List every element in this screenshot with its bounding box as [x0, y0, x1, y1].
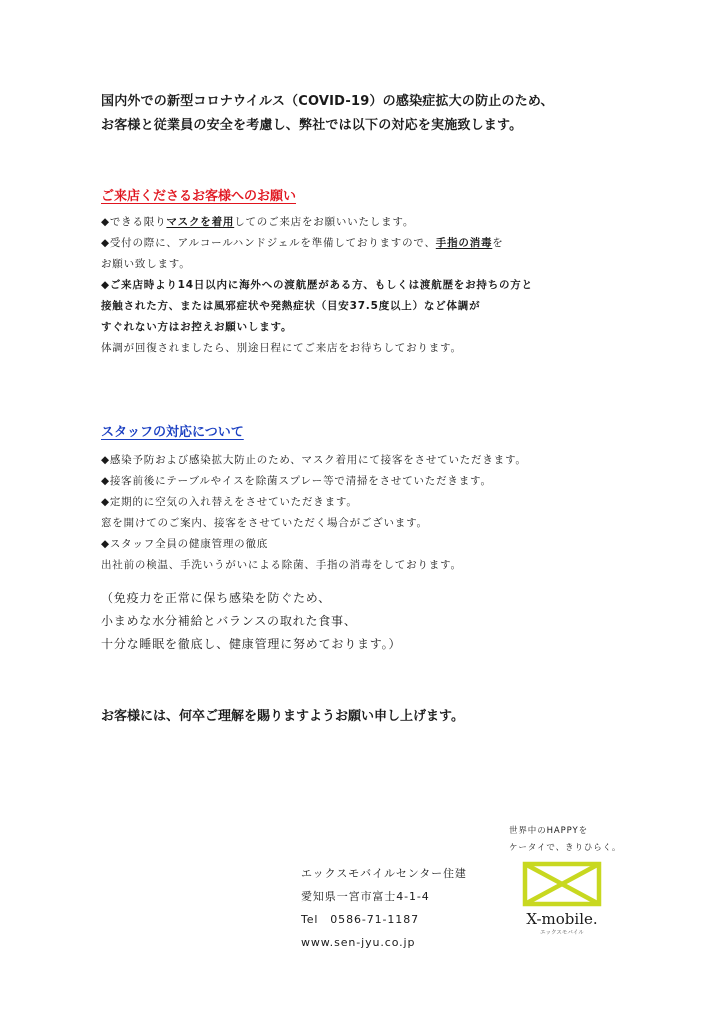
item1-suffix: してのご来店をお願いいたします。	[234, 216, 415, 228]
closing-message: お客様には、何卒ご理解を賜りますようお願い申し上げます。	[101, 709, 464, 724]
health-note-line-2: 小まめな水分補給とバランスの取れた食事、	[101, 614, 357, 628]
logo-subtext: エックスモバイル	[540, 930, 584, 936]
company-name: エックスモバイルセンター住建	[301, 867, 467, 880]
health-note-line-1: （免疫力を正常に保ち感染を防ぐため、	[101, 591, 331, 605]
customer-item-1	[101, 212, 661, 233]
customer-item-2	[101, 233, 661, 254]
staff-section-body	[101, 450, 661, 576]
health-note-line-3: 十分な睡眠を徹底し、健康管理に努めております。）	[101, 637, 402, 651]
staff-line-6: 出社前の検温、手洗いうがいによる除菌、手指の消毒をしております。	[101, 559, 462, 571]
customer-item-3-cont-1: 接触された方、または風邪症状や発熱症状（目安37.5度以上）など体調が	[101, 300, 481, 312]
customer-section-body	[101, 212, 661, 359]
item1-emphasis: マスクを着用	[166, 216, 235, 228]
customer-item-2-cont: お願い致します。	[101, 258, 191, 270]
intro-line-1: 国内外での新型コロナウイルス（COVID-19）の感染症拡大の防止のため、	[101, 94, 554, 109]
staff-line-4: 窓を開けてのご案内、接客をさせていただく場合がございます。	[101, 517, 428, 529]
logo-wordmark: X-mobile.	[526, 910, 598, 928]
staff-line-5: ◆スタッフ全員の健康管理の徹底	[101, 538, 269, 550]
staff-line-2: ◆接客前後にテーブルやイスを除菌スプレー等で清掃をさせていただきます。	[101, 475, 492, 487]
customer-item-4: 体調が回復されましたら、別途日程にてご来店をお待ちしております。	[101, 342, 462, 354]
store-address-block	[301, 862, 467, 954]
x-mobile-logo-mark	[525, 864, 599, 904]
tagline-line-2: ケータイで、きりひらく。	[509, 843, 622, 853]
customer-section-title: ご来店くださるお客様へのお願い	[101, 189, 297, 204]
item1-prefix: ◆できる限り	[101, 216, 167, 228]
item3-emphasis: 海外への渡航歴がある方、もしくは渡航歴をお持ちの方と	[239, 279, 533, 291]
street-address: 愛知県一宮市富士4-1-4	[301, 890, 430, 903]
item2-emphasis: 手指の消毒	[435, 237, 493, 249]
staff-line-3: ◆定期的に空気の入れ替えをさせていただきます。	[101, 496, 358, 508]
staff-line-1: ◆感染予防および感染拡大防止のため、マスク着用にて接客をさせていただきます。	[101, 454, 527, 466]
customer-item-3-cont-2: すぐれない方はお控えお願いします。	[101, 321, 293, 333]
phone-number: Tel 0586-71-1187	[301, 913, 419, 926]
item3-prefix: ◆ご来店時より14日以内に	[101, 279, 240, 291]
intro-line-2: お客様と従業員の安全を考慮し、弊社では以下の対応を実施致します。	[101, 118, 523, 133]
health-note	[101, 587, 401, 656]
intro-paragraph	[101, 90, 661, 138]
item2-suffix: を	[492, 237, 504, 249]
x-mobile-logo	[517, 858, 607, 938]
item2-prefix: ◆受付の際に、アルコールハンドジェルを準備しておりますので、	[101, 237, 436, 249]
tagline-line-1: 世界中のHAPPYを	[509, 826, 588, 836]
website-url: www.sen-jyu.co.jp	[301, 936, 416, 949]
customer-item-3	[101, 275, 661, 296]
staff-section-title: スタッフの対応について	[101, 425, 244, 440]
brand-tagline	[509, 823, 621, 857]
